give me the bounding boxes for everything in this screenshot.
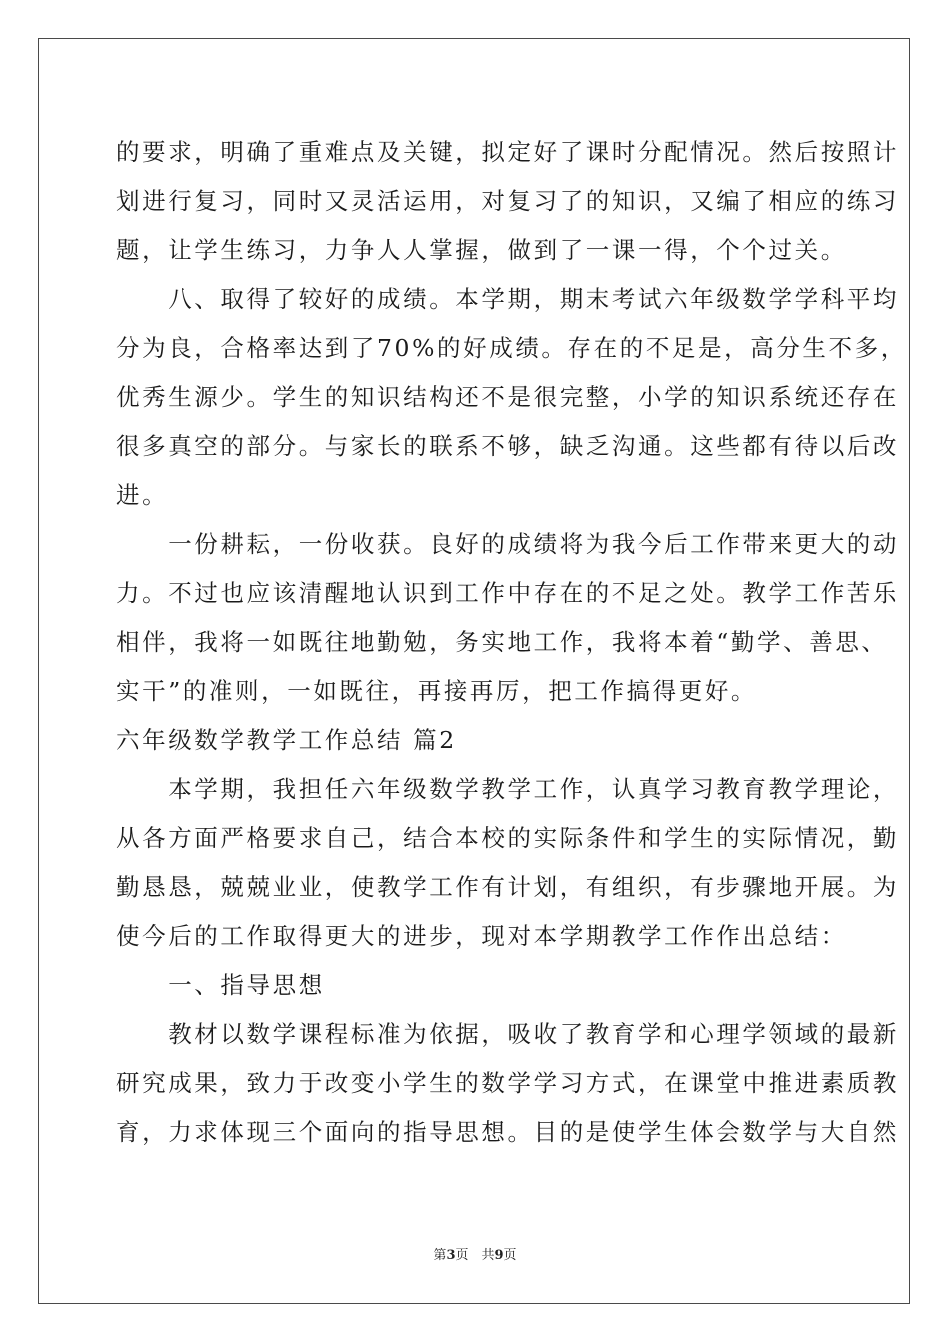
subsection-heading: 一、指导思想 <box>116 971 325 999</box>
text-line: 勤恳恳，兢兢业业，使教学工作有计划，有组织，有步骤地开展。为 <box>116 873 899 901</box>
footer-suffix: 页 <box>503 1248 517 1263</box>
text-line: 很多真空的部分。与家长的联系不够，缺乏沟通。这些都有待以后改 <box>116 432 899 460</box>
text-line: 相伴，我将一如既往地勤勉，务实地工作，我将本着“勤学、善思、 <box>116 628 888 656</box>
text-line: 题，让学生练习，力争人人掌握，做到了一课一得，个个过关。 <box>116 236 847 264</box>
text-line: 分为良，合格率达到了70%的好成绩。存在的不足是，高分生不多， <box>116 334 907 362</box>
text-line: 一份耕耘，一份收获。良好的成绩将为我今后工作带来更大的动 <box>116 530 899 558</box>
footer-prefix: 第 <box>433 1248 447 1263</box>
document-body <box>116 128 907 1157</box>
text-line: 育，力求体现三个面向的指导思想。目的是使学生体会数学与大自然 <box>116 1118 899 1146</box>
text-line: 使今后的工作取得更大的进步，现对本学期教学工作作出总结： <box>116 922 847 950</box>
text-line: 实干”的准则，一如既往，再接再厉，把工作搞得更好。 <box>116 677 758 705</box>
page-footer <box>0 1247 950 1265</box>
text-line: 力。不过也应该清醒地认识到工作中存在的不足之处。教学工作苦乐 <box>116 579 899 607</box>
text-line: 从各方面严格要求自己，结合本校的实际条件和学生的实际情况，勤 <box>116 824 899 852</box>
text-line: 划进行复习，同时又灵活运用，对复习了的知识，又编了相应的练习 <box>116 187 899 215</box>
text-line: 进。 <box>116 481 169 509</box>
text-line: 本学期，我担任六年级数学教学工作，认真学习教育教学理论， <box>116 775 899 803</box>
text-line: 的要求，明确了重难点及关键，拟定好了课时分配情况。然后按照计 <box>116 138 899 166</box>
text-line: 研究成果，致力于改变小学生的数学学习方式，在课堂中推进素质教 <box>116 1069 899 1097</box>
footer-middle: 页 共 <box>455 1248 495 1263</box>
text-line: 教材以数学课程标准为依据，吸收了教育学和心理学领域的最新 <box>116 1020 899 1048</box>
section-title: 六年级数学教学工作总结 篇2 <box>116 726 457 754</box>
current-page-number: 3 <box>446 1248 456 1263</box>
total-page-number: 9 <box>494 1248 504 1263</box>
paragraph-heading-eight: 八、取得了较好的成绩。本学期，期末考试六年级数学学科平均 <box>116 285 899 313</box>
text-line: 优秀生源少。学生的知识结构还不是很完整，小学的知识系统还存在 <box>116 383 899 411</box>
